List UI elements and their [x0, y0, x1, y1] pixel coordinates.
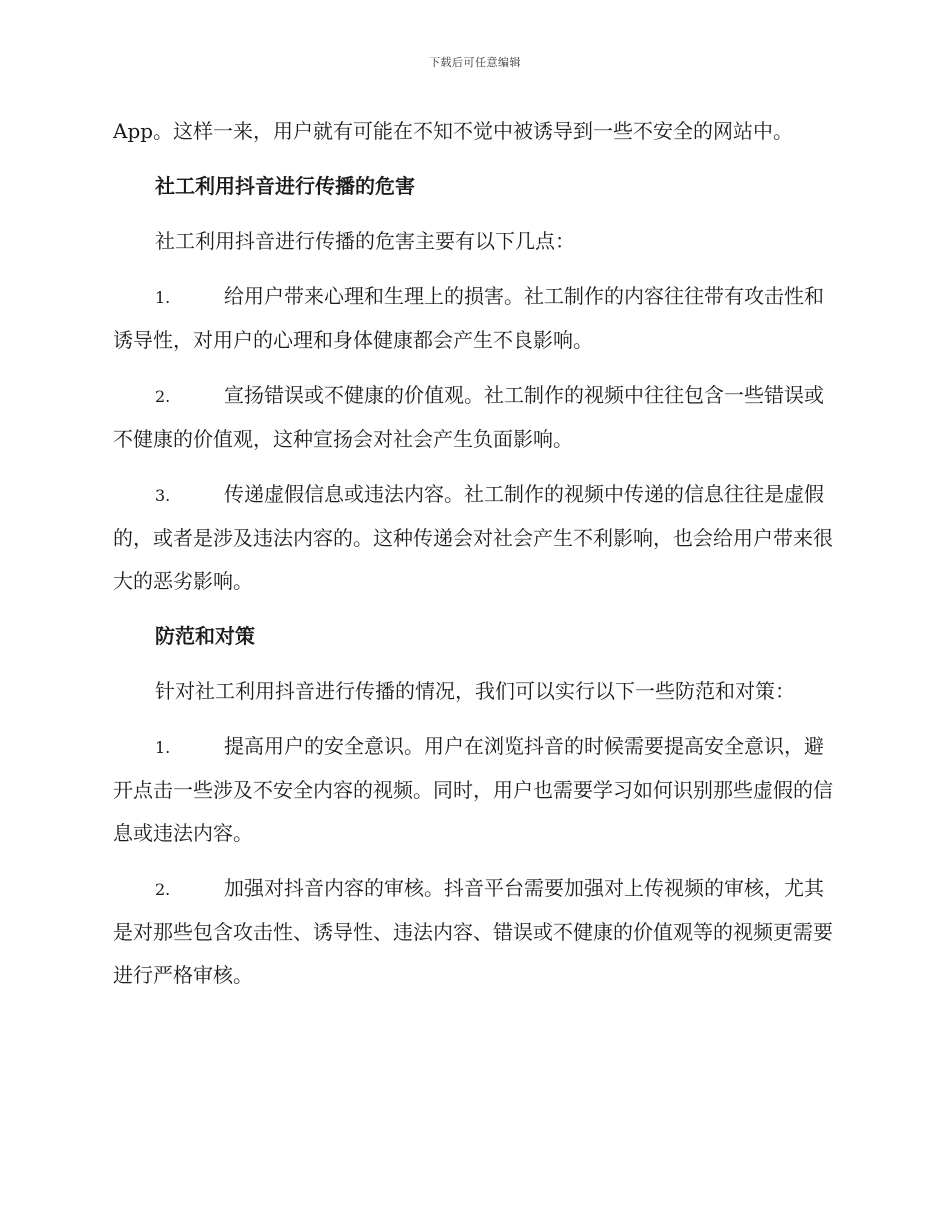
section-heading-harms: 社工利用抖音进行传播的危害: [155, 174, 415, 198]
list-number: 2.: [155, 387, 171, 406]
list-item: [113, 473, 835, 603]
list-number: 2.: [155, 880, 171, 899]
list-number: 1.: [155, 738, 171, 757]
intro-paragraph-tail: App。这样一来，用户就有可能在不知不觉中被诱导到一些不安全的网站中。: [113, 119, 794, 143]
countermeasures-intro-paragraph: 针对社工利用抖音进行传播的情况，我们可以实行以下一些防范和对策：: [155, 679, 795, 703]
list-item-text: 提高用户的安全意识。用户在浏览抖音的时候需要提高安全意识，避开点击一些涉及不安全内容的视频。同时，用户也需要学习如何识别那些虚假的信息或违法内容。: [113, 734, 833, 845]
list-number: 3.: [155, 486, 171, 505]
page-header: 下载后可任意编辑: [429, 56, 521, 69]
list-item: [113, 725, 835, 855]
harms-intro-paragraph: 社工利用抖音进行传播的危害主要有以下几点：: [155, 229, 575, 253]
list-item: [113, 374, 835, 461]
list-item-text: 给用户带来心理和生理上的损害。社工制作的内容往往带有攻击性和诱导性，对用户的心理和身体健康都会产生不良影响。: [113, 284, 824, 352]
list-item: [113, 275, 835, 362]
list-item-text: 宣扬错误或不健康的价值观。社工制作的视频中往往包含一些错误或不健康的价值观，这种宣扬会对社会产生负面影响。: [113, 383, 824, 451]
document-body: [113, 110, 835, 1009]
list-number: 1.: [155, 288, 171, 307]
list-item: [113, 867, 835, 997]
section-heading-countermeasures: 防范和对策: [155, 624, 255, 648]
list-item-text: 传递虚假信息或违法内容。社工制作的视频中传递的信息往往是虚假的，或者是涉及违法内容的。这种传递会对社会产生不利影响，也会给用户带来很大的恶劣影响。: [113, 482, 833, 593]
list-item-text: 加强对抖音内容的审核。抖音平台需要加强对上传视频的审核，尤其是对那些包含攻击性、诱导性、违法内容、错误或不健康的价值观等的视频更需要进行严格审核。: [113, 876, 833, 987]
